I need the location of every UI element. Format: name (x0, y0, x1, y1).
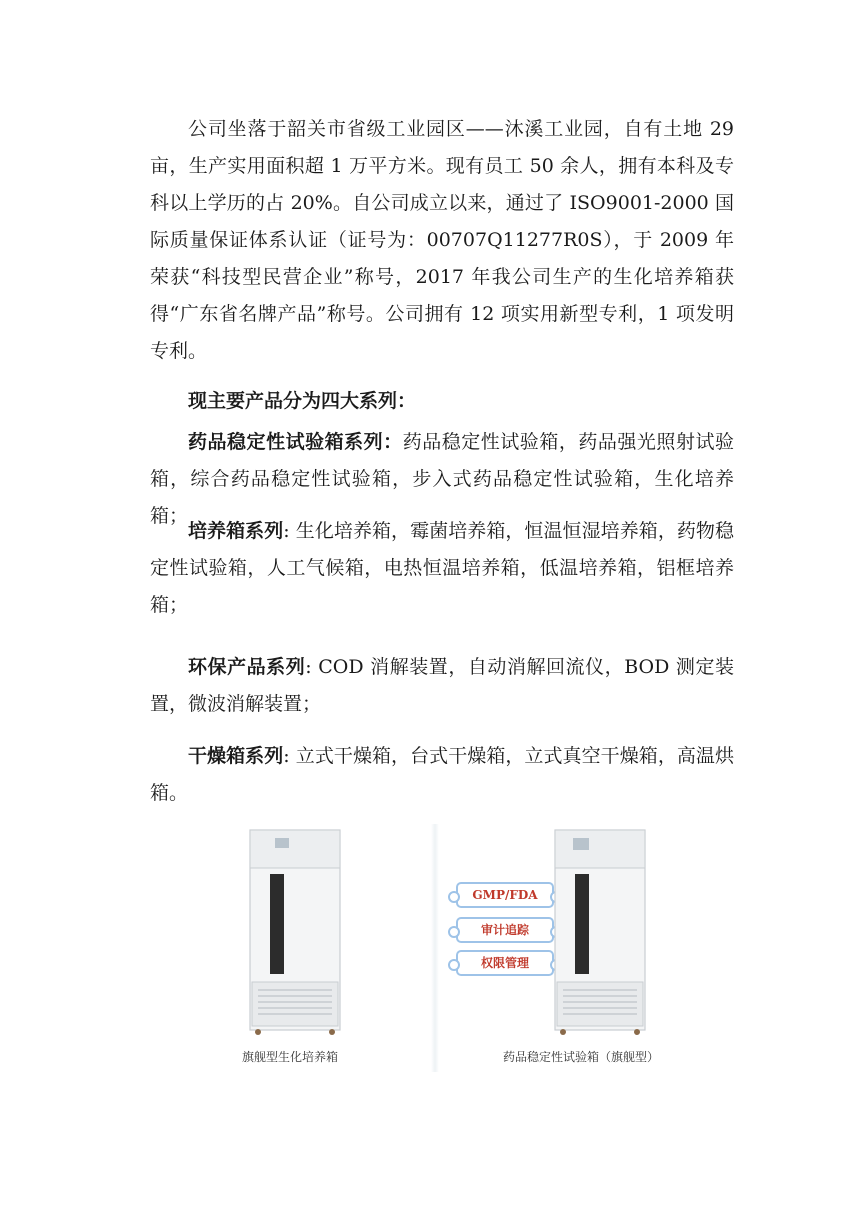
badge-gmp: GMP/FDA (456, 882, 554, 908)
incubator-cabinet-illustration (220, 822, 360, 1037)
series-drying (150, 738, 734, 812)
stability-chamber-image (428, 822, 688, 1072)
intro-section (150, 111, 734, 370)
series-title: 干燥箱系列 (188, 745, 284, 767)
series-items: 药品稳定性试验箱，药品强光照射试验箱，综合药品稳定性试验箱，步入式药品稳定性试验箱，生化培养箱； (150, 431, 734, 527)
series-items: : 生化培养箱，霉菌培养箱，恒温恒湿培养箱，药物稳定性试验箱，人工气候箱，电热恒温培养箱，低温培养箱，铝框培养箱； (150, 520, 734, 616)
series-items: : COD 消解装置，自动消解回流仪，BOD 测定装置，微波消解装置； (150, 656, 734, 715)
series-items: : 立式干燥箱，台式干燥箱，立式真空干燥箱，高温烘箱。 (150, 745, 734, 804)
cabinet-window (270, 874, 284, 974)
incubator-image (220, 822, 360, 1067)
stability-cabinet-illustration (553, 822, 663, 1037)
products-heading-section (150, 383, 734, 420)
right-caption: 药品稳定性试验箱（旗舰型） (503, 1050, 660, 1064)
product-figure (200, 822, 720, 1077)
products-heading: 现主要产品分为四大系列： (188, 390, 417, 412)
badge-permission: 权限管理 (456, 950, 554, 976)
badge-audit: 审计追踪 (456, 917, 554, 943)
series-title: 环保产品系列 (188, 656, 306, 678)
cabinet-window (575, 874, 589, 974)
series-incubator (150, 513, 734, 624)
intro-paragraph: 公司坐落于韶关市省级工业园区——沐溪工业园，自有土地 29 亩，生产实用面积超 1 万平方米。现有员工 50 余人，拥有本科及专科以上学历的占 20%。自公司成立以来，通过了 ISO9001-2000 国际质量保证体系认证（证号为：00707Q11277R0S），于 2009 年荣获“科技型民营企业”称号，2017 年我公司生产的生化培养箱获得“广东省名牌产品”称号。公司拥有 12 项实用新型专利，1 项发明专利。 (150, 118, 734, 362)
series-environmental (150, 649, 734, 723)
series-title: 培养箱系列 (188, 520, 284, 542)
left-caption: 旗舰型生化培养箱 (242, 1050, 339, 1064)
series-title: 药品稳定性试验箱系列： (188, 431, 403, 453)
